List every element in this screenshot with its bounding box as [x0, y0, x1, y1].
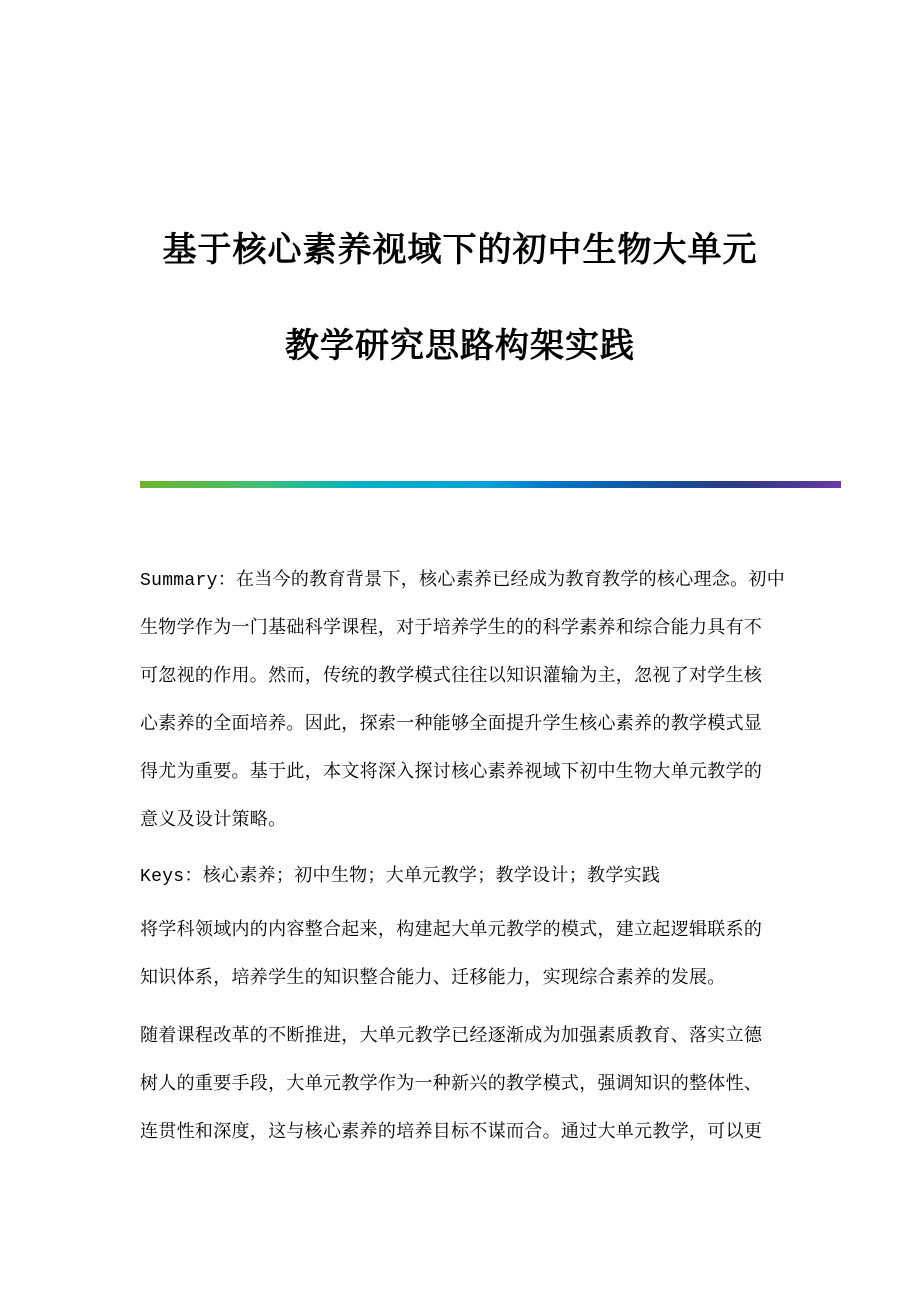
summary-line: [140, 568, 785, 593]
summary-line: 生物学作为一门基础科学课程，对于培养学生的的科学素养和综合能力具有不: [140, 617, 763, 638]
title-divider-gradient-bar: [140, 481, 841, 488]
paragraph-line: 连贯性和深度，这与核心素养的培养目标不谋而合。通过大单元教学，可以更: [140, 1121, 763, 1142]
summary-line: 意义及设计策略。: [140, 809, 287, 830]
document-title-line-2: 教学研究思路构架实践: [285, 326, 635, 366]
paragraph-line: 将学科领域内的内容整合起来，构建起大单元教学的模式，建立起逻辑联系的: [140, 919, 763, 940]
paragraph-line: 知识体系，培养学生的知识整合能力、迁移能力，实现综合素养的发展。: [140, 967, 726, 988]
summary-line: 得尤为重要。基于此，本文将深入探讨核心素养视域下初中生物大单元教学的: [140, 761, 763, 782]
paragraph-line: 随着课程改革的不断推进，大单元教学已经逐渐成为加强素质教育、落实立德: [140, 1025, 763, 1046]
document-title-line-1: 基于核心素养视域下的初中生物大单元: [162, 230, 758, 270]
keywords-label: Keys：: [140, 867, 203, 887]
paragraph-line: 树人的重要手段，大单元教学作为一种新兴的教学模式，强调知识的整体性、: [140, 1073, 763, 1094]
summary-line: 心素养的全面培养。因此，探索一种能够全面提升学生核心素养的教学模式显: [140, 713, 763, 734]
summary-label: Summary：: [140, 571, 237, 591]
keywords-text: 核心素养；初中生物；大单元教学；教学设计；教学实践: [202, 865, 661, 886]
summary-text: 在当今的教育背景下，核心素养已经成为教育教学的核心理念。初中: [236, 569, 786, 590]
keywords-line: [140, 864, 660, 889]
summary-line: 可忽视的作用。然而，传统的教学模式往往以知识灌输为主，忽视了对学生核: [140, 665, 763, 686]
